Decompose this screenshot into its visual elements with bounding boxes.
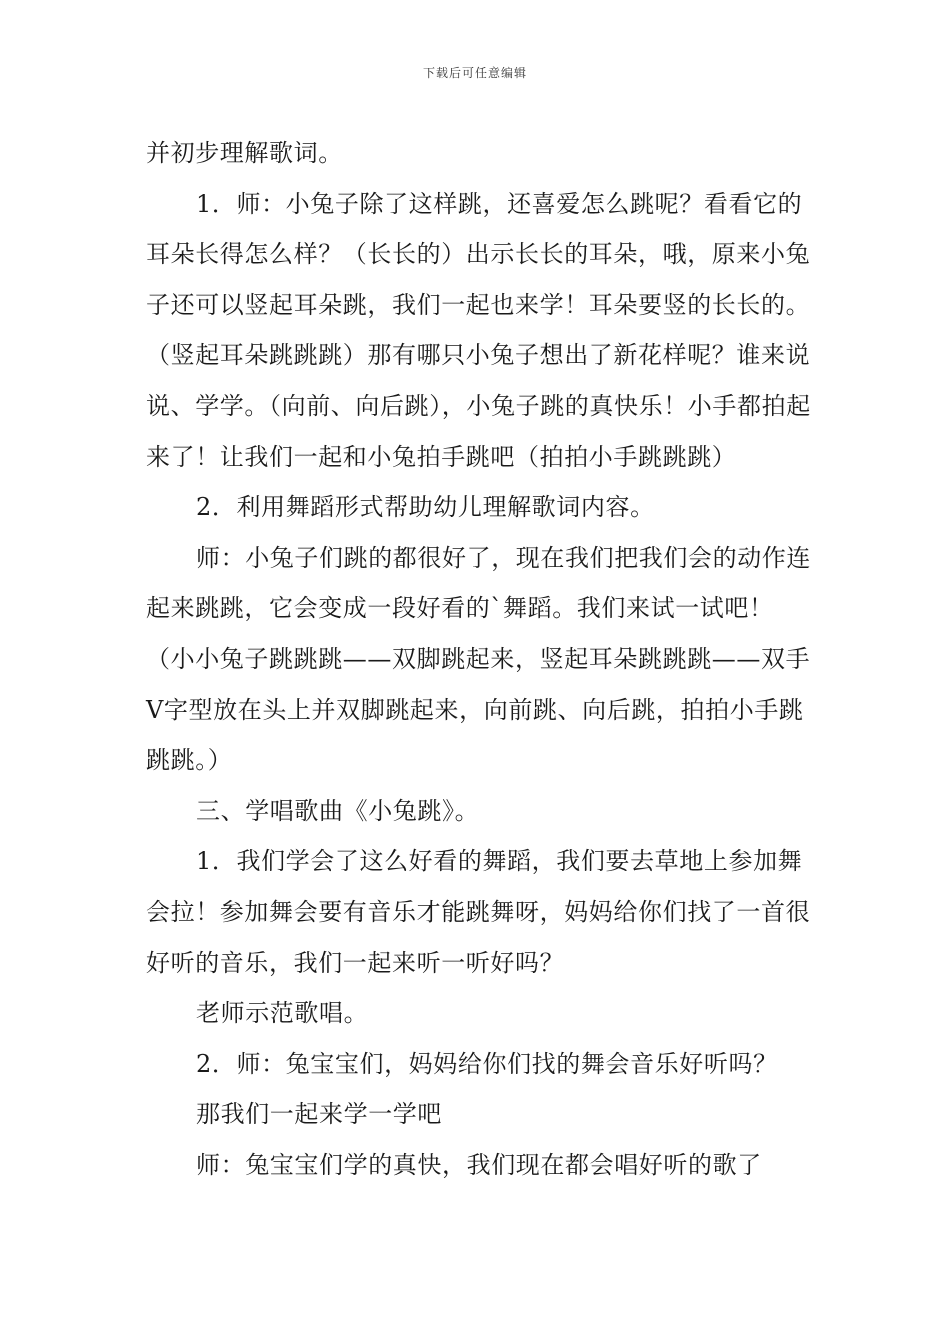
paragraph: 那我们一起来学一学吧: [196, 1100, 442, 1129]
paragraph: 2．利用舞蹈形式帮助幼儿理解歌词内容。: [196, 493, 655, 522]
document-body: [146, 128, 816, 1190]
paragraph: 师：小兔子们跳的都很好了，现在我们把我们会的动作连起来跳跳，它会变成一段好看的`舞蹈。我们来试一试吧！（小小兔子跳跳跳——双脚跳起来，竖起耳朵跳跳跳——双手V字型放在头上并双脚跳起来，向前跳、向后跳，拍拍小手跳跳跳。）: [146, 543, 811, 775]
paragraph: 1．我们学会了这么好看的舞蹈，我们要去草地上参加舞会拉！参加舞会要有音乐才能跳舞呀，妈妈给你们找了一首很好听的音乐，我们一起来听一听好吗？: [146, 847, 811, 977]
paragraph: 1．师：小兔子除了这样跳，还喜爱怎么跳呢？看看它的耳朵长得怎么样？（长长的）出示长长的耳朵，哦，原来小兔子还可以竖起耳朵跳，我们一起也来学！耳朵要竖的长长的。（竖起耳朵跳跳跳）那有哪只小兔子想出了新花样呢？谁来说说、学学。（向前、向后跳），小兔子跳的真快乐！小手都拍起来了！让我们一起和小兔拍手跳吧（拍拍小手跳跳跳）: [146, 189, 811, 471]
section-heading: 三、学唱歌曲《小兔跳》。: [196, 796, 480, 825]
paragraph: 并初步理解歌词。: [146, 139, 343, 167]
paragraph: 2．师：兔宝宝们，妈妈给你们找的舞会音乐好听吗？: [196, 1049, 778, 1078]
paragraph: 师：兔宝宝们学的真快，我们现在都会唱好听的歌了: [196, 1150, 762, 1179]
paragraph: 老师示范歌唱。: [196, 999, 369, 1028]
page-header: 下载后可任意编辑: [422, 66, 527, 80]
